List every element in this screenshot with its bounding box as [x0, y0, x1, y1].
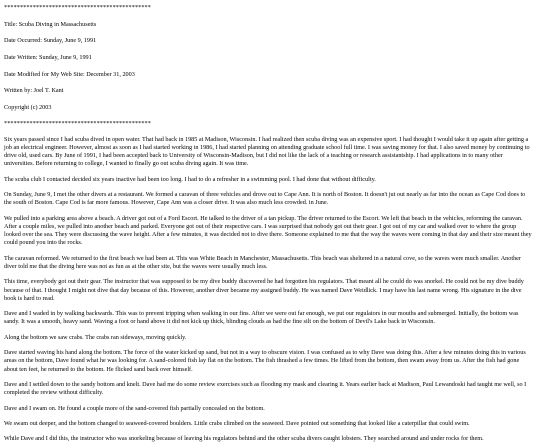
story-paragraph: Along the bottom we saw crabs. The crabs ran sideways, moving quickly. [4, 333, 187, 341]
story-paragraph: This time, everybody got out their gear. The instructor that was supposed to be my dive buddy discovered he had forgotten his regulators. That meant all he could do was snorkel. He could not be my dive buddy because of that. I thought I might not dive that day because of this. However, another diver became my assigned buddy. He was named Dave Weidlick. I may have his last name wrong. His signature in the dive book is hard to read. [4, 278, 524, 302]
copyright-line: Copyright (c) 2003 [4, 103, 52, 111]
document-title: Title: Scuba Diving in Massachusetts [4, 20, 97, 28]
story-paragraph: Dave and I settled down to the sandy bottom and knelt. Dave had me do some review exercises such as flooding my mask and clearing it. Years earlier back at Madison, Paul Lewandoski had taught me well, so I completed the review without difficulty. [4, 380, 527, 397]
story-body [4, 136, 534, 443]
story-paragraph: We pulled into a parking area above a beach. A driver got out of a Ford Escort. He talked to the driver of a tan pickup. The driver returned to the Escort. We left that beach in the vehicles, reforming the caravan. After a couple miles, we pulled into another beach and parked. Everyone got out of their respective cars. I was surprised that nobody got out their gear. I got out of my car and walked over to where the group looked over the sea. They were discussing the wave height. After a few minutes, it was decided not to dive there. Someone explained to me that the way the waves were coming in that day and their size meant they could pound you into the rocks. [4, 214, 532, 247]
date-occurred: Date Occurred: Sunday, June 9, 1991 [4, 37, 97, 45]
story-paragraph: Dave started waving his hand along the bottom. The force of the water kicked up sand, but not in a way to obscure vision. I was confused as to why Dave was doing this. After a few minutes doing this in various areas on the bottom, Dave found what he was looking for. A sand-colored fish lay flat on the bottom. The fish thrashed a few times. He lifted from the bottom, then swam away from us. After the fish had gone about ten feet, he returned to the bottom. He flicked sand back over himself. [4, 349, 526, 373]
stars-separator-top: ********************************************** [4, 4, 151, 11]
story-paragraph: The caravan reformed. We returned to the first beach we had been at. This was White Beach in Manchester, Massachusetts. This beach was sheltered in a natural cove, so the waves were much smaller. Another diver told me that the diving here was not as fun as at the other site, but the waves were usually much less. [4, 254, 521, 270]
author-line: Written by: Joel T. Kant [4, 87, 64, 95]
story-paragraph: Dave and I waded in by walking backwards. This was to prevent tripping when walking in our fins. After we were out far enough, we put our regulators in our mouths and submerged. Initially, the bottom was sandy. It was a smooth, heavy sand. Waving a foot or hand above it did not kick up thick, blinding clouds as had the fine silt on the bottom of Devil's Lake back in Wisconsin. [4, 310, 519, 326]
story-paragraph: Dave and I swam on. He found a couple more of the sand-covered fish partially concealed on the bottom. [4, 404, 265, 412]
date-written: Date Written: Sunday, June 9, 1991 [4, 53, 92, 61]
stars-separator-bottom: ********************************************** [4, 120, 151, 128]
story-paragraph: On Sunday, June 9, I met the other divers at a restaurant. We formed a caravan of three vehicles and drove out to Cape Ann. It is north of Boston. It doesn't jut out nearly as far into the ocean as Cape Cod does to the south of Boston. Cape Cod is far more famous. However, Cape Ann was a closer drive. It was also much less crowded. in June. [4, 191, 526, 207]
story-paragraph: Six years passed since I had scuba dived in open water. That had back in 1985 at Madison, Wisconsin. I had realized then scuba diving was an expensive sport. I had thought I would take it up again after getting a job an electrical engineer. However, almost as soon as I had started working in 1986, I had started planning on attending graduate school full time. I was saving money for that. I also saved money by continuing to drive old, used cars. By June of 1991, I had been accepted back to University of Wisconsin-Madison, but I did not like the lack of a teaching or research assistantship. I had applications in to many other universities. Before returning to college, I wanted to finally go out scuba diving again. It was time. [4, 135, 530, 168]
story-paragraph: We swam out deeper, and the bottom changed to seaweed-covered boulders. Little crabs climbed on the seaweed. Dave pointed out something that looked like a caterpillar that could swim. [4, 419, 470, 427]
story-paragraph: While Dave and I did this, the instructor who was snorkeling because of leaving his regulators behind and the other scuba divers caught lobsters. They searched around and under rocks for them. [4, 435, 484, 443]
document-page [4, 4, 534, 443]
story-paragraph: The scuba club I contacted decided six years inactive had been too long. I had to do a refresher in a swimming pool. I had done that without difficulty. [4, 175, 376, 183]
date-modified: Date Modified for My Web Site: December 31, 2003 [4, 70, 135, 78]
